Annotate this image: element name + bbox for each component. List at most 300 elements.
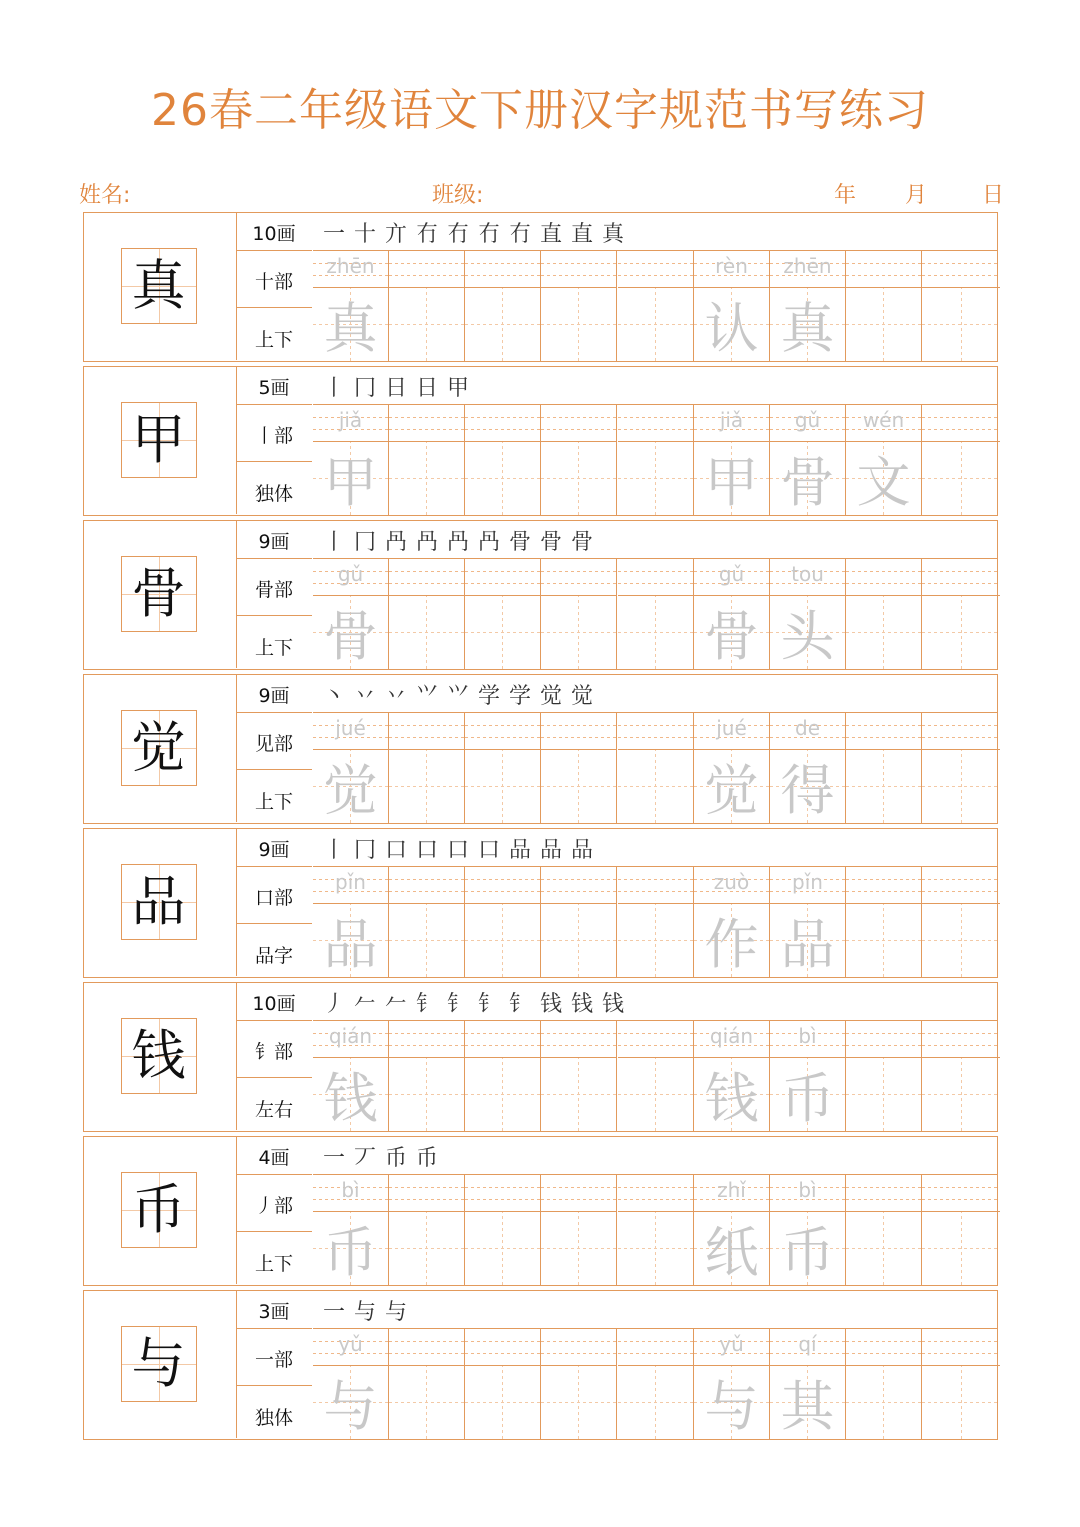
char-square [694,750,769,823]
pinyin-line [389,867,464,904]
trace-char: 甲 [704,451,759,514]
model-char: 骨 [131,562,186,625]
writing-cell[interactable] [541,251,617,361]
char-square [313,1212,388,1285]
pinyin-line [389,713,464,750]
char-square [770,1366,845,1439]
pinyin-line [694,251,769,288]
pinyin-line [694,405,769,442]
char-square [465,750,540,823]
model-char: 品 [131,870,186,933]
tianzige-box [121,864,197,940]
writing-cell[interactable] [389,1021,465,1131]
writing-cell[interactable] [922,1329,1000,1439]
writing-cell[interactable] [770,1021,846,1131]
char-square [694,1212,769,1285]
tianzige-box [121,556,197,632]
pinyin-line [618,1175,693,1212]
tianzige-box [121,1018,197,1094]
char-block [83,982,998,1132]
pinyin-line [694,1329,769,1366]
writing-cell[interactable] [922,1021,1000,1131]
pinyin-line [922,1021,1000,1058]
stroke-order: 丿𠂉𠂉钅钅钅钅钱钱钱 [323,992,634,1017]
writing-cell[interactable] [389,1175,465,1285]
pinyin-line [846,713,921,750]
char-square [846,904,921,977]
model-cell [84,213,237,360]
trace-char: 得 [780,759,835,822]
writing-cell[interactable] [694,713,770,823]
structure: 独体 [254,483,293,505]
char-square [922,1212,1000,1285]
model-char: 与 [131,1332,186,1395]
trace-char: 认 [704,297,759,360]
pinyin-line [541,1175,616,1212]
char-square [313,1058,388,1131]
model-cell [84,829,237,976]
stroke-order-row [313,1137,997,1175]
divider [236,615,312,616]
char-square [541,904,616,977]
writing-cell[interactable] [694,1021,770,1131]
pinyin-line [922,251,1000,288]
pinyin-hint: zhēn [326,254,375,278]
char-square [618,904,693,977]
writing-cell[interactable] [541,405,617,515]
pinyin-line [694,713,769,750]
char-square [770,1212,845,1285]
divider [236,250,312,251]
stroke-count: 10画 [252,223,296,245]
writing-cell[interactable] [465,713,541,823]
writing-cell[interactable] [694,1329,770,1439]
divider [236,866,312,867]
writing-grid [313,559,997,669]
stroke-order: 丨冂口口口口品品品 [323,838,603,863]
trace-char: 钱 [323,1067,378,1130]
writing-cell[interactable] [313,1021,389,1131]
trace-char: 甲 [323,451,378,514]
pinyin-line [618,1329,693,1366]
model-char: 甲 [131,408,186,471]
writing-cell[interactable] [922,867,1000,977]
writing-cell[interactable] [618,713,694,823]
pinyin-hint: jiǎ [719,408,744,432]
pinyin-line [694,1021,769,1058]
char-square [541,288,616,361]
pinyin-line [541,867,616,904]
pinyin-line [541,251,616,288]
class-label: 班级: [432,183,484,208]
pinyin-hint: qián [328,1024,373,1048]
pinyin-line [770,1175,845,1212]
structure: 上下 [254,1253,293,1275]
char-square [313,596,388,669]
model-char: 币 [131,1178,186,1241]
day-label: 日 [982,183,1005,208]
pinyin-line [465,713,540,750]
stroke-order: 丨冂日日甲 [323,376,479,401]
char-square [770,442,845,515]
trace-char: 币 [323,1221,378,1284]
pinyin-line [389,1175,464,1212]
pinyin-line [770,1329,845,1366]
writing-cell[interactable] [694,251,770,361]
trace-char: 骨 [780,451,835,514]
pinyin-hint: zuò [713,870,750,894]
trace-char: 与 [704,1375,759,1438]
char-square [541,750,616,823]
char-square [313,750,388,823]
char-square [846,442,921,515]
char-square [465,1212,540,1285]
char-square [389,596,464,669]
writing-cell[interactable] [389,251,465,361]
trace-char [846,288,921,361]
pinyin-line [389,405,464,442]
model-char: 钱 [131,1024,186,1087]
pinyin-hint: zhēn [783,254,832,278]
writing-cell[interactable] [922,251,1000,361]
tianzige-box [121,402,197,478]
pinyin-hint: gǔ [718,562,745,586]
stroke-count: 4画 [258,1147,290,1169]
char-block [83,366,998,516]
writing-cell[interactable] [389,405,465,515]
tianzige-box [121,1326,197,1402]
stroke-count: 9画 [258,839,290,861]
stroke-count: 5画 [258,377,290,399]
writing-cell[interactable] [846,1329,922,1439]
writing-cell[interactable] [313,405,389,515]
pinyin-line [389,1021,464,1058]
trace-char: 头 [780,605,835,668]
char-square [541,596,616,669]
tianzige-box [121,1172,197,1248]
trace-char: 品 [780,913,835,976]
stroke-count: 9画 [258,531,290,553]
writing-cell[interactable] [541,867,617,977]
pinyin-line [313,251,388,288]
writing-cell[interactable] [541,1021,617,1131]
writing-cell[interactable] [389,867,465,977]
writing-cell[interactable] [770,405,846,515]
pinyin-line [541,1329,616,1366]
stroke-order-row [313,675,997,713]
writing-cell[interactable] [694,1175,770,1285]
model-cell [84,1137,237,1284]
writing-cell[interactable] [313,713,389,823]
pinyin-hint: bì [798,1178,817,1202]
char-square [465,596,540,669]
divider [236,923,312,924]
structure: 品字 [254,945,293,967]
writing-cell[interactable] [770,559,846,669]
writing-cell[interactable] [846,251,922,361]
char-square [465,1366,540,1439]
pinyin-line [770,1021,845,1058]
pinyin-line [922,867,1000,904]
pinyin-hint: wén [862,408,905,432]
pinyin-line [694,867,769,904]
pinyin-line [922,405,1000,442]
char-square [846,596,921,669]
char-square [922,442,1000,515]
page-title: 26春二年级语文下册汉字规范书写练习 [151,85,929,136]
writing-cell[interactable] [694,559,770,669]
pinyin-line [313,867,388,904]
model-char: 觉 [131,716,186,779]
stroke-order-row [313,213,997,251]
trace-char [846,1366,921,1439]
pinyin-line [618,559,693,596]
pinyin-line [846,1329,921,1366]
writing-cell[interactable] [541,1329,617,1439]
writing-grid [313,1175,997,1285]
char-square [618,442,693,515]
pinyin-line [465,405,540,442]
pinyin-line [922,1175,1000,1212]
char-square [694,442,769,515]
pinyin-hint: gǔ [337,562,364,586]
stroke-order: 一与与 [323,1300,417,1325]
char-square [389,1212,464,1285]
pinyin-line [770,559,845,596]
stroke-order-row [313,1291,997,1329]
writing-cell[interactable] [465,251,541,361]
writing-cell[interactable] [541,559,617,669]
pinyin-line [922,1329,1000,1366]
writing-cell[interactable] [618,1329,694,1439]
writing-cell[interactable] [618,251,694,361]
pinyin-hint: de [795,716,820,740]
trace-char: 作 [704,913,759,976]
pinyin-line [770,713,845,750]
writing-cell[interactable] [465,405,541,515]
char-square [770,596,845,669]
stroke-order-row [313,829,997,867]
char-square [313,442,388,515]
writing-cell[interactable] [465,867,541,977]
char-square [313,1366,388,1439]
pinyin-line [846,559,921,596]
pinyin-line [694,1175,769,1212]
divider [236,1020,312,1021]
pinyin-line [618,713,693,750]
writing-cell[interactable] [465,1329,541,1439]
char-block [83,212,998,362]
trace-char [846,904,921,977]
writing-cell[interactable] [389,559,465,669]
trace-char: 真 [323,297,378,360]
trace-char: 觉 [704,759,759,822]
trace-char [846,750,921,823]
trace-char: 文 [856,451,911,514]
writing-cell[interactable] [922,1175,1000,1285]
writing-cell[interactable] [846,405,922,515]
writing-cell[interactable] [313,559,389,669]
radical: 丿部 [254,1195,293,1217]
pinyin-hint: tou [791,562,824,586]
writing-cell[interactable] [313,1175,389,1285]
divider [236,307,312,308]
divider [236,1231,312,1232]
char-square [541,1058,616,1131]
trace-char: 币 [780,1067,835,1130]
char-square [618,1366,693,1439]
writing-grid [313,405,997,515]
char-square [389,288,464,361]
pinyin-hint: zhǐ [717,1178,746,1202]
writing-cell[interactable] [313,867,389,977]
writing-cell[interactable] [846,867,922,977]
writing-cell[interactable] [618,559,694,669]
char-square [694,1366,769,1439]
pinyin-line [465,1021,540,1058]
stroke-order-row [313,983,997,1021]
pinyin-line [770,405,845,442]
structure: 上下 [254,791,293,813]
writing-cell[interactable] [846,1021,922,1131]
writing-cell[interactable] [694,405,770,515]
char-square [389,1366,464,1439]
writing-grid [313,1021,997,1131]
writing-cell[interactable] [770,867,846,977]
pinyin-hint: yǔ [719,1332,744,1356]
divider [236,1328,312,1329]
writing-cell[interactable] [541,713,617,823]
writing-cell[interactable] [694,867,770,977]
pinyin-line [694,559,769,596]
writing-cell[interactable] [618,1175,694,1285]
writing-cell[interactable] [465,1175,541,1285]
tianzige-box [121,248,197,324]
char-square [618,1212,693,1285]
pinyin-line [313,1329,388,1366]
radical: 见部 [254,733,293,755]
writing-cell[interactable] [922,405,1000,515]
char-square [922,288,1000,361]
divider [236,712,312,713]
pinyin-line [922,713,1000,750]
trace-char [846,596,921,669]
writing-cell[interactable] [313,1329,389,1439]
writing-cell[interactable] [846,559,922,669]
model-cell [84,983,237,1130]
divider [236,558,312,559]
char-square [465,288,540,361]
char-square [618,596,693,669]
radical: 一部 [254,1349,293,1371]
writing-cell[interactable] [313,251,389,361]
pinyin-hint: yǔ [338,1332,363,1356]
divider [236,1385,312,1386]
pinyin-line [770,867,845,904]
trace-char: 币 [780,1221,835,1284]
char-square [770,904,845,977]
writing-cell[interactable] [922,559,1000,669]
pinyin-line [618,1021,693,1058]
writing-grid [313,867,997,977]
structure: 左右 [254,1099,293,1121]
char-square [389,1058,464,1131]
writing-cell[interactable] [770,713,846,823]
model-cell [84,1291,237,1438]
writing-cell[interactable] [770,1175,846,1285]
year-label: 年 [834,183,857,208]
trace-char: 纸 [704,1221,759,1284]
pinyin-line [541,1021,616,1058]
divider [236,769,312,770]
char-square [922,1366,1000,1439]
char-block [83,520,998,670]
char-square [694,596,769,669]
pinyin-line [313,713,388,750]
char-square [313,288,388,361]
writing-cell[interactable] [465,1021,541,1131]
char-block [83,1136,998,1286]
writing-grid [313,713,997,823]
trace-char [846,1212,921,1285]
stroke-order: 丨冂冎冎冎冎骨骨骨 [323,530,603,555]
model-cell [84,675,237,822]
trace-char: 钱 [704,1067,759,1130]
char-square [541,1366,616,1439]
writing-cell[interactable] [618,1021,694,1131]
writing-cell[interactable] [389,713,465,823]
trace-char: 觉 [323,759,378,822]
pinyin-line [313,559,388,596]
writing-cell[interactable] [465,559,541,669]
stroke-count: 3画 [258,1301,290,1323]
char-square [846,1212,921,1285]
char-square [694,904,769,977]
pinyin-line [465,1329,540,1366]
trace-char: 真 [780,297,835,360]
stroke-order: 一十亣冇冇冇冇直直真 [323,222,634,247]
char-square [465,1058,540,1131]
char-square [465,442,540,515]
model-cell [84,521,237,668]
pinyin-line [541,713,616,750]
char-square [846,1366,921,1439]
pinyin-line [770,251,845,288]
writing-cell[interactable] [770,251,846,361]
trace-char [846,1058,921,1131]
writing-grid [313,1329,997,1439]
stroke-order: 一丆币币 [323,1146,448,1171]
writing-cell[interactable] [618,867,694,977]
pinyin-line [618,405,693,442]
writing-cell[interactable] [618,405,694,515]
writing-cell[interactable] [846,1175,922,1285]
writing-cell[interactable] [389,1329,465,1439]
writing-cell[interactable] [922,713,1000,823]
char-square [770,288,845,361]
char-square [770,1058,845,1131]
char-square [694,288,769,361]
pinyin-line [313,405,388,442]
writing-cell[interactable] [846,713,922,823]
stroke-order: 丶丷丷⺍⺍学学觉觉 [323,684,603,709]
writing-cell[interactable] [770,1329,846,1439]
char-square [389,442,464,515]
pinyin-line [389,559,464,596]
writing-cell[interactable] [541,1175,617,1285]
trace-char: 骨 [704,605,759,668]
trace-char: 品 [323,913,378,976]
